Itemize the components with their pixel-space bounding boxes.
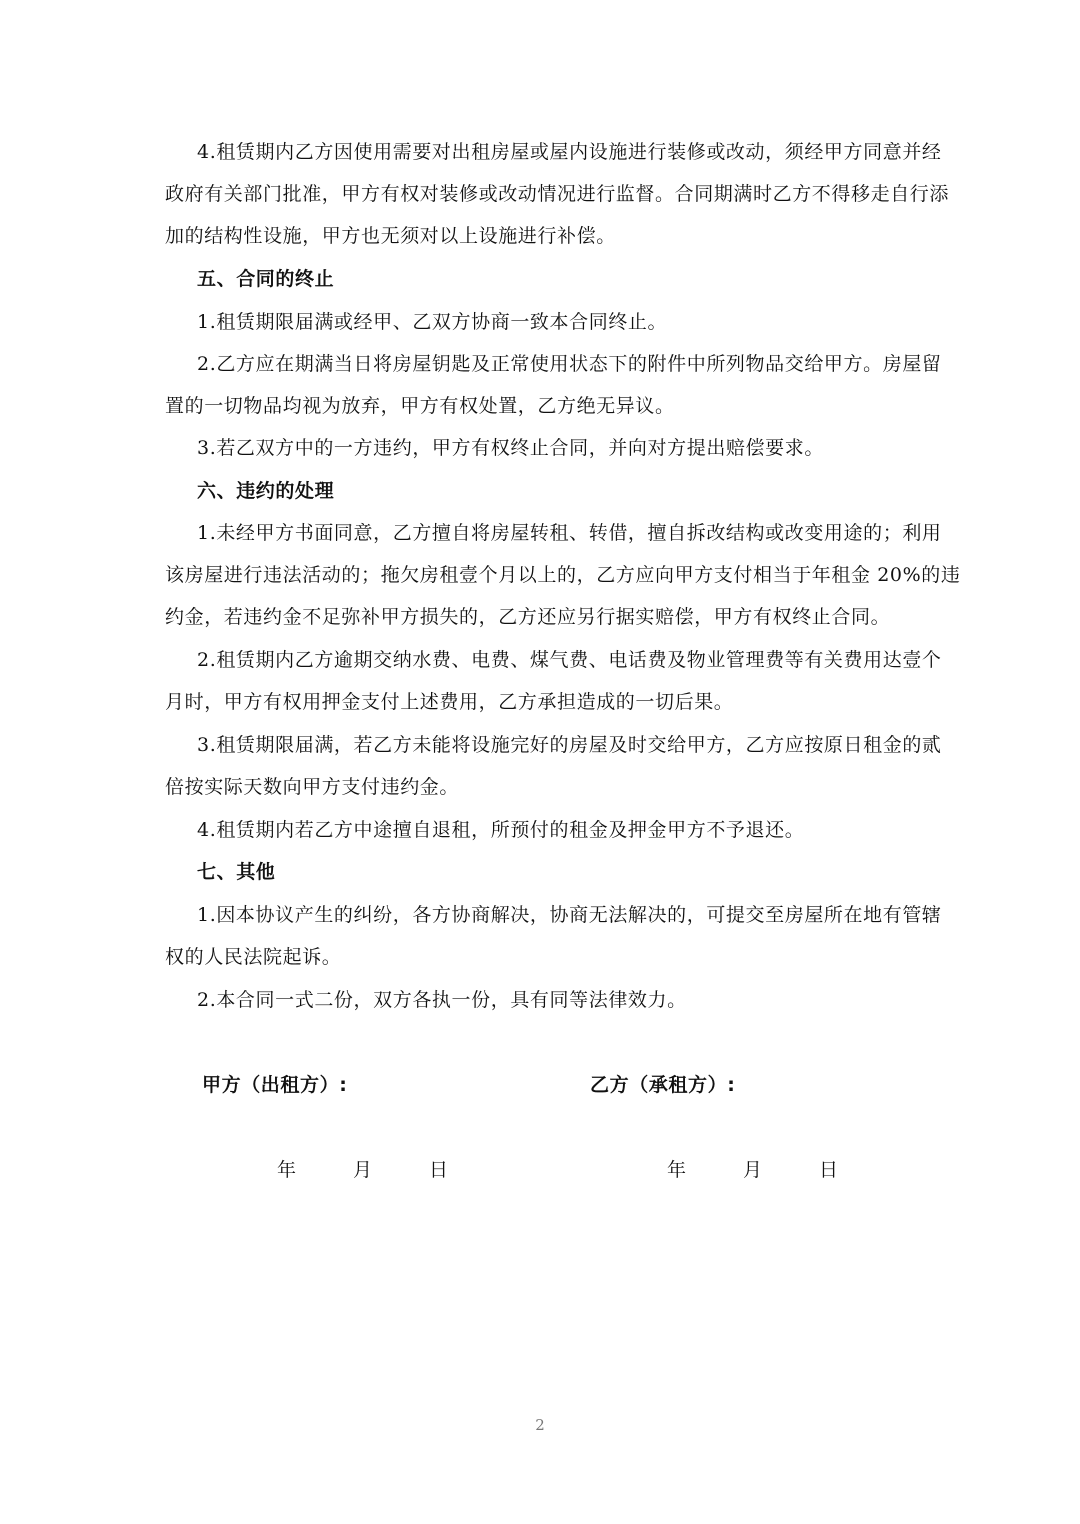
section6-clause1-line1: 1.未经甲方书面同意，乙方擅自将房屋转租、转借，擅自拆改结构或改变用途的；利用 — [197, 522, 942, 544]
section5-clause2-line1: 2.乙方应在期满当日将房屋钥匙及正常使用状态下的附件中所列物品交给甲方。房屋留 — [197, 353, 942, 375]
party-a-date-month: 月 — [353, 1159, 373, 1181]
party-b-date-year: 年 — [667, 1159, 687, 1181]
section4-clause4-line3: 加的结构性设施，甲方也无须对以上设施进行补偿。 — [165, 225, 616, 247]
party-b-date-month: 月 — [743, 1159, 763, 1181]
section6-clause1-line3: 约金，若违约金不足弥补甲方损失的，乙方还应另行据实赔偿，甲方有权终止合同。 — [165, 606, 891, 628]
section5-clause3: 3.若乙双方中的一方违约，甲方有权终止合同，并向对方提出赔偿要求。 — [197, 437, 824, 459]
party-b-date-day: 日 — [819, 1159, 839, 1181]
section5-clause2-line2: 置的一切物品均视为放弃，甲方有权处置，乙方绝无异议。 — [165, 395, 675, 417]
section4-clause4-line2: 政府有关部门批准，甲方有权对装修或改动情况进行监督。合同期满时乙方不得移走自行添 — [165, 183, 950, 205]
section6-clause3-line2: 倍按实际天数向甲方支付违约金。 — [165, 776, 460, 798]
section6-clause4: 4.租赁期内若乙方中途擅自退租，所预付的租金及押金甲方不予退还。 — [197, 819, 805, 841]
section5-clause1: 1.租赁期限届满或经甲、乙双方协商一致本合同终止。 — [197, 311, 668, 333]
section7-clause1-line2: 权的人民法院起诉。 — [165, 946, 342, 968]
party-a-label: 甲方（出租方）: — [202, 1074, 348, 1096]
section6-clause2-line1: 2.租赁期内乙方逾期交纳水费、电费、煤气费、电话费及物业管理费等有关费用达壹个 — [197, 649, 942, 671]
section5-heading: 五、合同的终止 — [197, 268, 335, 290]
section6-heading: 六、违约的处理 — [197, 480, 335, 502]
section7-heading: 七、其他 — [197, 861, 276, 883]
section7-clause2: 2.本合同一式二份，双方各执一份，具有同等法律效力。 — [197, 989, 687, 1011]
section6-clause1-line2: 该房屋进行违法活动的；拖欠房租壹个月以上的，乙方应向甲方支付相当于年租金 20%的违 — [165, 564, 961, 586]
section6-clause3-line1: 3.租赁期限届满，若乙方未能将设施完好的房屋及时交给甲方，乙方应按原日租金的贰 — [197, 734, 942, 756]
party-b-label: 乙方（承租方）: — [590, 1074, 736, 1096]
section4-clause4-line1: 4.租赁期内乙方因使用需要对出租房屋或屋内设施进行装修或改动，须经甲方同意并经 — [197, 141, 942, 163]
section7-clause1-line1: 1.因本协议产生的纠纷，各方协商解决，协商无法解决的，可提交至房屋所在地有管辖 — [197, 904, 942, 926]
section6-clause2-line2: 月时，甲方有权用押金支付上述费用，乙方承担造成的一切后果。 — [165, 691, 734, 713]
page-number: 2 — [535, 1416, 545, 1434]
party-a-date-year: 年 — [277, 1159, 297, 1181]
party-a-date-day: 日 — [429, 1159, 449, 1181]
